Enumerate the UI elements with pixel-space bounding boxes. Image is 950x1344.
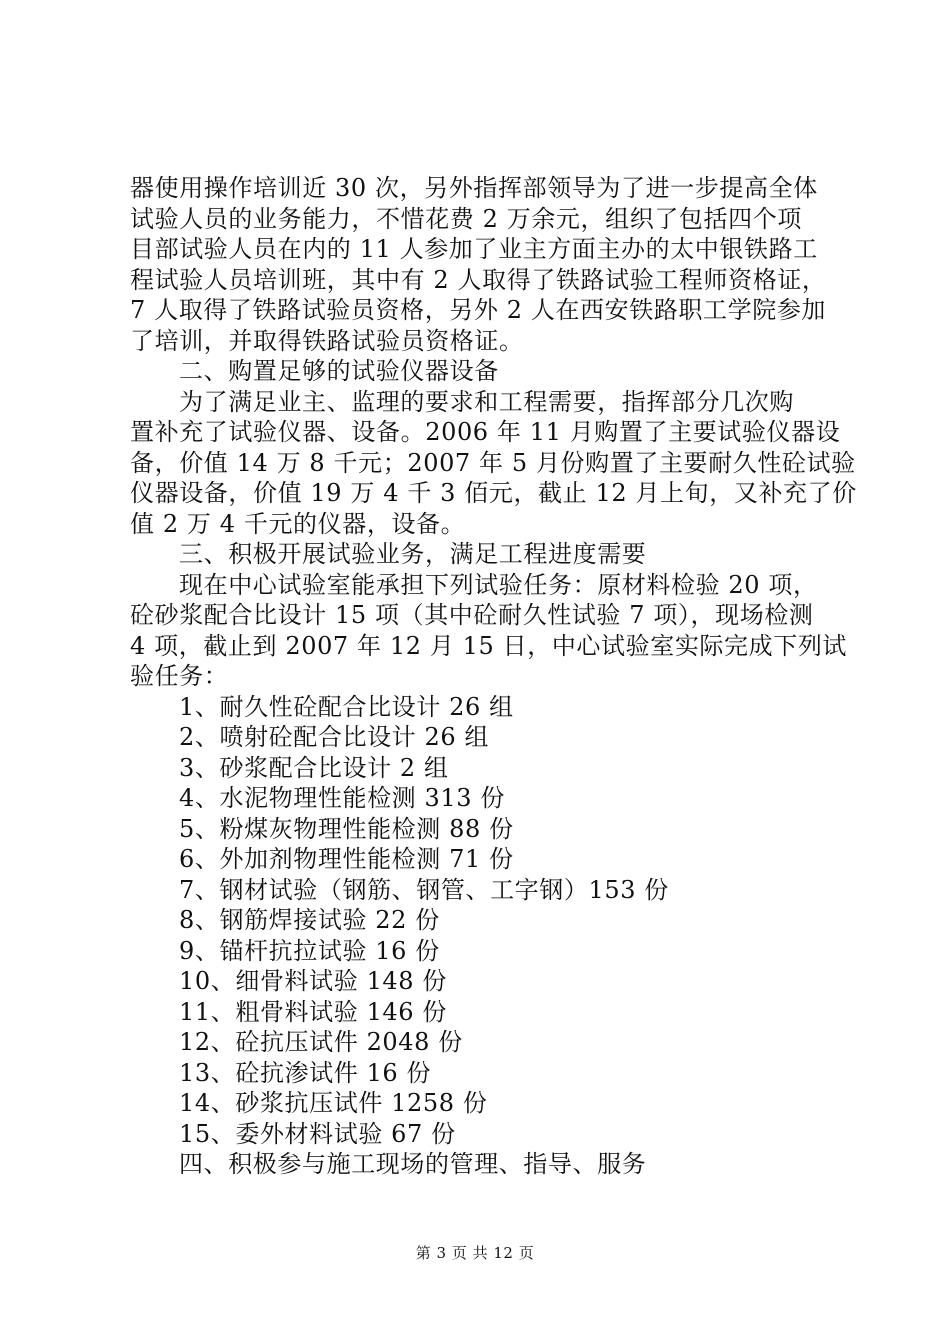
text-line: 11、粗骨料试验 146 份 bbox=[179, 997, 448, 1026]
text-line: 备，价值 14 万 8 千元；2007 年 5 月份购置了主要耐久性砼试验 bbox=[130, 448, 856, 477]
text-line: 7 人取得了铁路试验员资格，另外 2 人在西安铁路职工学院参加 bbox=[130, 296, 827, 324]
text-line: 14、砂浆抗压试件 1258 份 bbox=[179, 1089, 488, 1117]
text-line: 8、钢筋焊接试验 22 份 bbox=[179, 906, 440, 934]
text-line: 15、委外材料试验 67 份 bbox=[179, 1119, 456, 1148]
text-line: 值 2 万 4 千元的仪器，设备。 bbox=[130, 509, 466, 538]
text-line: 置补充了试验仪器、设备。2006 年 11 月购置了主要试验仪器设 bbox=[130, 418, 841, 446]
text-line: 二、购置足够的试验仪器设备 bbox=[179, 357, 499, 385]
text-line: 3、砂浆配合比设计 2 组 bbox=[179, 753, 449, 782]
text-line: 为了满足业主、监理的要求和工程需要，指挥部分几次购 bbox=[179, 387, 794, 416]
text-line: 1、耐久性砼配合比设计 26 组 bbox=[179, 692, 514, 721]
text-line: 四、积极参与施工现场的管理、指导、服务 bbox=[179, 1150, 647, 1178]
text-line: 6、外加剂物理性能检测 71 份 bbox=[179, 845, 514, 873]
text-line: 仪器设备，价值 19 万 4 千 3 佰元，截止 12 月上旬，又补充了价 bbox=[130, 479, 857, 507]
page-footer bbox=[0, 1243, 950, 1263]
text-line: 砼砂浆配合比设计 15 项（其中砼耐久性试验 7 项），现场检测 bbox=[130, 601, 814, 629]
text-line: 7、钢材试验（钢筋、钢管、工字钢）153 份 bbox=[179, 875, 669, 904]
document-body bbox=[130, 173, 857, 1180]
text-line: 9、锚杆抗拉试验 16 份 bbox=[179, 936, 440, 965]
text-line: 13、砼抗渗试件 16 份 bbox=[179, 1058, 432, 1087]
text-line: 程试验人员培训班，其中有 2 人取得了铁路试验工程师资格证， bbox=[130, 265, 827, 294]
text-line: 4、水泥物理性能检测 313 份 bbox=[179, 784, 505, 812]
text-line: 12、砼抗压试件 2048 份 bbox=[179, 1028, 463, 1056]
text-line: 器使用操作培训近 30 次，另外指挥部领导为了进一步提高全体 bbox=[130, 174, 818, 202]
text-line: 现在中心试验室能承担下列试验任务：原材料检验 20 项， bbox=[179, 570, 818, 599]
text-line: 目部试验人员在内的 11 人参加了业主方面主办的太中银铁路工 bbox=[130, 235, 818, 263]
text-line: 4 项，截止到 2007 年 12 月 15 日，中心试验室实际完成下列试 bbox=[130, 631, 848, 660]
text-line: 5、粉煤灰物理性能检测 88 份 bbox=[179, 814, 514, 843]
text-line: 试验人员的业务能力，不惜花费 2 万余元，组织了包括四个项 bbox=[130, 204, 802, 233]
text-line: 三、积极开展试验业务，满足工程进度需要 bbox=[179, 540, 647, 568]
text-line: 2、喷射砼配合比设计 26 组 bbox=[179, 723, 490, 751]
text-line: 验任务： bbox=[130, 662, 229, 690]
page-number: 第 3 页 共 12 页 bbox=[415, 1244, 535, 1262]
text-line: 10、细骨料试验 148 份 bbox=[179, 967, 448, 995]
text-line: 了培训，并取得铁路试验员资格证。 bbox=[130, 326, 524, 355]
